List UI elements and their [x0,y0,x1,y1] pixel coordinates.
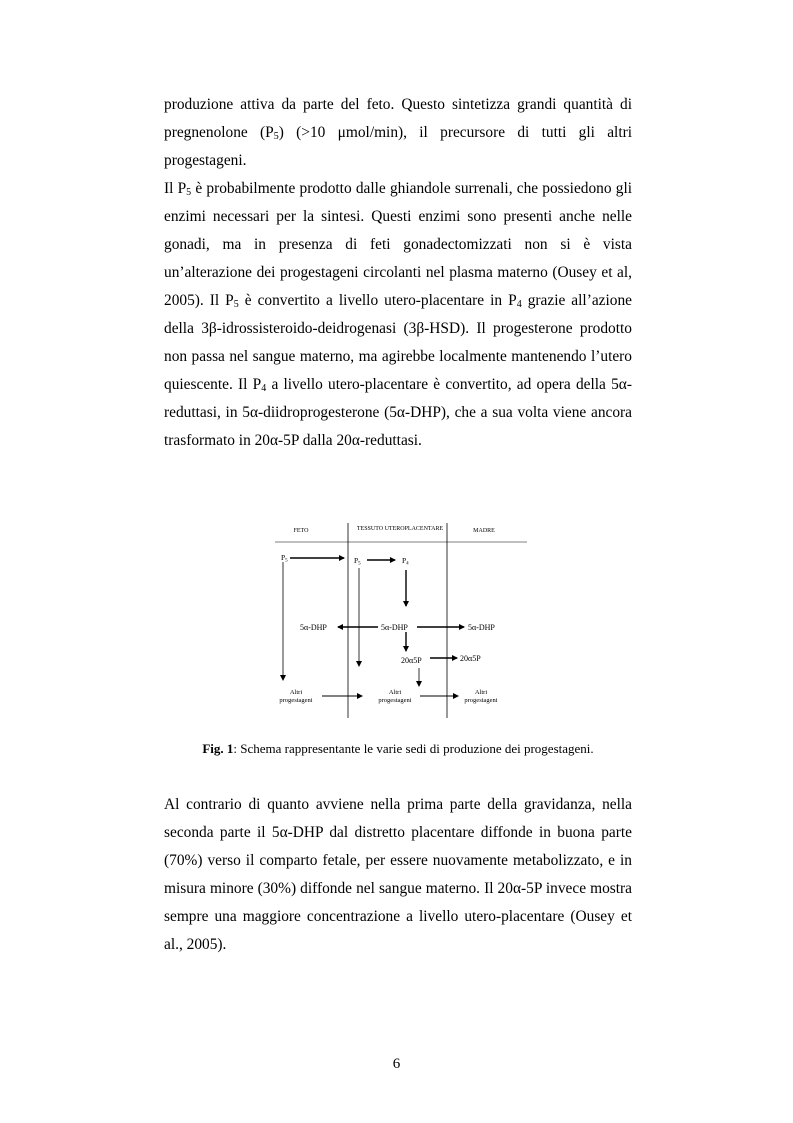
paragraph-1: produzione attiva da parte del feto. Questo sintetizza grandi quantità di pregnenolone $(P_5)$ (>10 μmol/min), il precursore di tutti gli altri progestageni. [164,96,632,169]
paragraph-3: Al contrario di quanto avviene nella prima parte della gravidanza, nella seconda parte il 5α-DHP dal distretto placentare diffonde in buona parte (70%) verso il comparto fetale, per essere nuovamente metabolizzato, e in misura minore (30%) diffonde nel sangue materno. Il 20α-5P invece mostra sempre una maggiore concentrazione a livello utero-placentare (Ousey et al., 2005). [164,796,632,953]
header-tessuto: TESSUTO UTEROPLACENTARE [356,526,444,532]
label-p5-fetal: $P_5$ [281,553,288,564]
label-dhp-placental: 5α-DHP [381,623,408,632]
paragraph-2: Il $P_5$ è probabilmente prodotto dalle ghiandole surrenali, che possiedono gli enzimi necessari per la sintesi. Questi enzimi sono presenti anche nelle gonadi, ma in presenza di feti gonadectomizzati non si è vista un’alterazione dei progestageni circolanti nel plasma materno (Ousey et al, 2005). Il $P_5$ è convertito a livello utero-placentare in $P_4$ grazie all’azione della 3β-idrossisteroido-deidrogenasi (3β-HSD). Il progesterone prodotto non passa nel sangue materno, ma agirebbe localmente mantenendo l’utero quiescente. Il $P_4$ a livello utero-placentare è convertito, ad opera della 5α-reduttasi, in 5α-diidroprogesterone (5α-DHP), che a sua volta viene ancora trasformato in 20α-5P dalla 20α-reduttasi. [164,180,632,449]
header-feto: FETO [293,528,309,534]
label-p4: $P_4$ [402,556,409,567]
label-altri-placental: Altri progestageni [378,689,412,704]
label-20a5p-placental: 20α5P [401,656,422,665]
page-number: 6 [392,1056,401,1072]
label-dhp-fetal: 5α-DHP [300,623,327,632]
label-20a5p-maternal: 20α5P [460,654,481,663]
progestagen-production-diagram [270,518,532,723]
label-p5-placental: $P_5$ [354,556,361,567]
label-altri-maternal: Altri progestageni [464,689,498,704]
figure-caption: Fig. 1: Schema rappresentante le varie sedi di produzione dei progestageni. [202,741,594,756]
label-dhp-maternal: 5α-DHP [468,623,495,632]
header-madre: MADRE [473,528,495,534]
label-altri-fetal: Altri progestageni [279,689,313,704]
